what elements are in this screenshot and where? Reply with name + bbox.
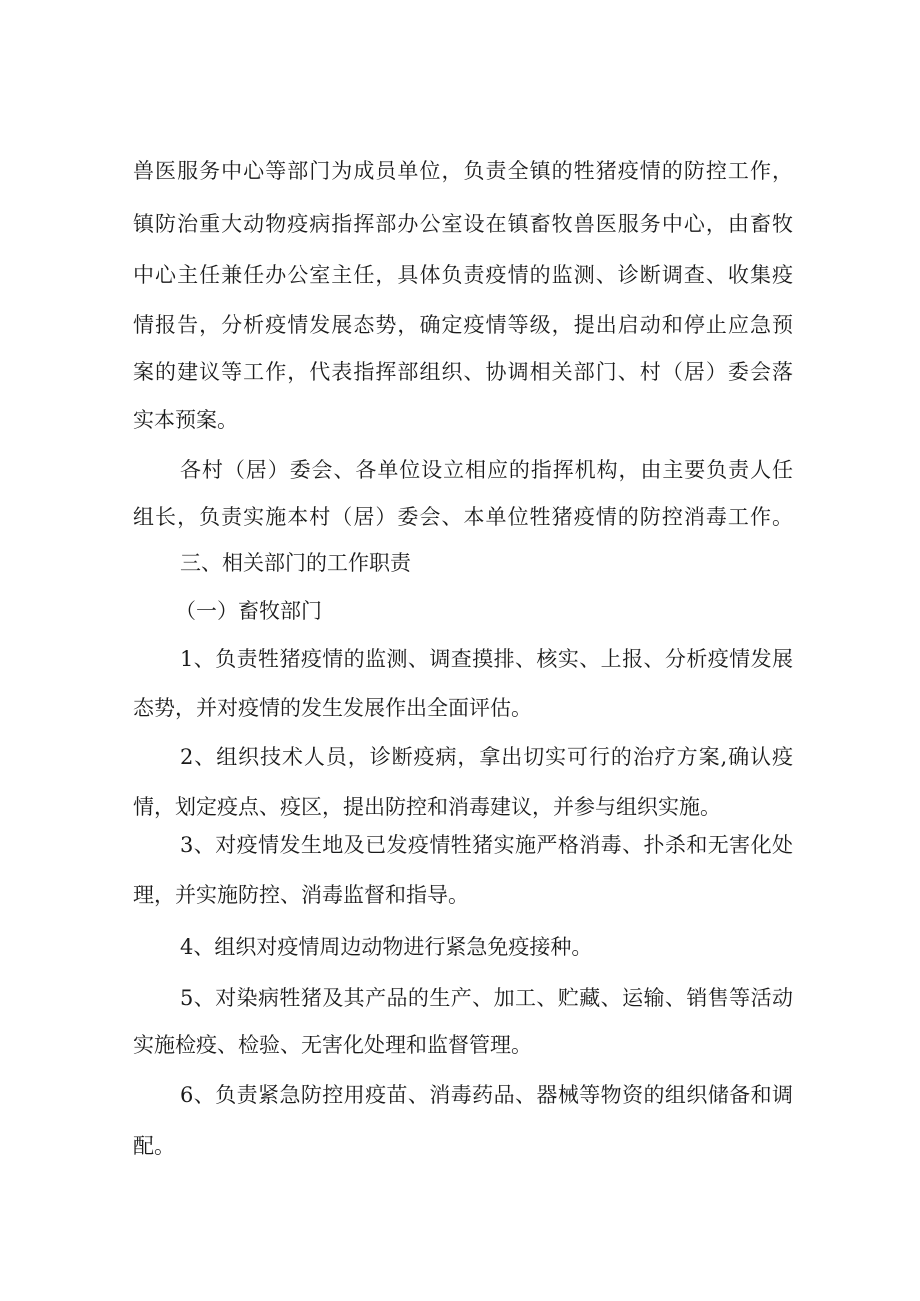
list-item-line: 6、负责紧急防控用疫苗、消毒药品、器械等物资的组织储备和调 xyxy=(180,1083,793,1107)
paragraph-line: 镇防治重大动物疫病指挥部办公室设在镇畜牧兽医服务中心，由畜牧 xyxy=(133,212,793,236)
list-item-line: 2、组织技术人员，诊断疫病，拿出切实可行的治疗方案,确认疫 xyxy=(180,745,793,769)
paragraph-line: 情报告，分析疫情发展态势，确定疫情等级，提出启动和停止应急预 xyxy=(133,313,793,337)
paragraph-line: 中心主任兼任办公室主任，具体负责疫情的监测、诊断调查、收集疫 xyxy=(133,263,793,287)
paragraph-line: 实本预案。 xyxy=(133,408,238,432)
section-heading: 三、相关部门的工作职责 xyxy=(180,551,411,575)
list-item-line: 配。 xyxy=(133,1134,175,1158)
paragraph-line: 案的建议等工作，代表指挥部组织、协调相关部门、村（居）委会落 xyxy=(133,360,793,384)
paragraph-line: 各村（居）委会、各单位设立相应的指挥机构，由主要负责人任 xyxy=(180,458,793,482)
paragraph-line: 兽医服务中心等部门为成员单位，负责全镇的牲猪疫情的防控工作， xyxy=(133,159,793,183)
list-item-line: 3、对疫情发生地及已发疫情牲猪实施严格消毒、扑杀和无害化处 xyxy=(180,833,793,857)
list-item-line: 态势，并对疫情的发生发展作出全面评估。 xyxy=(133,696,532,720)
list-item-line: 1、负责牲猪疫情的监测、调查摸排、核实、上报、分析疫情发展 xyxy=(180,647,793,671)
list-item-line: 4、组织对疫情周边动物进行紧急免疫接种。 xyxy=(180,935,593,959)
list-item-line: 理，并实施防控、消毒监督和指导。 xyxy=(133,883,469,907)
list-item-line: 5、对染病牲猪及其产品的生产、加工、贮藏、运输、销售等活动 xyxy=(180,986,793,1010)
paragraph-line: 组长，负责实施本村（居）委会、本单位牲猪疫情的防控消毒工作。 xyxy=(133,505,793,529)
list-item-line: 实施检疫、检验、无害化处理和监督管理。 xyxy=(133,1033,532,1057)
list-item-line: 情，划定疫点、疫区，提出防控和消毒建议，并参与组织实施。 xyxy=(133,795,721,819)
subsection-heading: （一）畜牧部门 xyxy=(175,599,322,623)
